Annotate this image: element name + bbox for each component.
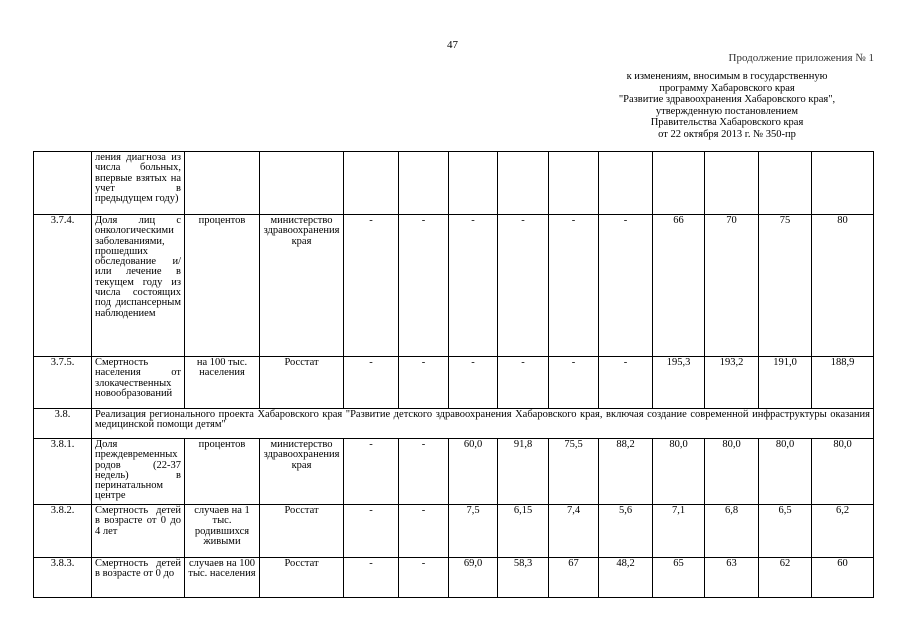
value-cell: 6,8 — [705, 505, 759, 558]
table-row — [34, 215, 874, 357]
value-cell: 63 — [705, 558, 759, 598]
value-cell: 91,8 — [498, 439, 549, 505]
source-cell: Росстат — [260, 505, 344, 558]
value-cell: 75,5 — [549, 439, 599, 505]
value-cell: 69,0 — [449, 558, 498, 598]
value-cell: 5,6 — [599, 505, 653, 558]
value-cell: 80,0 — [653, 439, 705, 505]
table-row — [34, 152, 874, 215]
row-number: 3.8.2. — [34, 505, 92, 558]
header-line: Правительства Хабаровского края — [650, 117, 804, 129]
indicator-name: ления диагноза из числа больных, впервые взятых на учет в предыдущем году) — [92, 152, 185, 215]
value-cell — [344, 152, 399, 215]
section-row — [34, 409, 874, 439]
indicator-name: Доля лиц с онкологическими заболеваниями, прошедших обследование и/или лечение в текущем году из числа состоящих под диспансерным наблюдением — [92, 215, 185, 357]
value-cell: 195,3 — [653, 357, 705, 409]
value-cell: - — [449, 357, 498, 409]
source-cell: Росстат — [260, 558, 344, 598]
value-cell: - — [498, 215, 549, 357]
value-cell: - — [599, 357, 653, 409]
table-row — [34, 439, 874, 505]
value-cell: 193,2 — [705, 357, 759, 409]
value-cell: - — [399, 215, 449, 357]
value-cell — [653, 152, 705, 215]
value-cell: 60 — [812, 558, 874, 598]
value-cell: 88,2 — [599, 439, 653, 505]
source-cell: министерство здравоохранения края — [260, 215, 344, 357]
table-row — [34, 505, 874, 558]
source-cell — [260, 152, 344, 215]
value-cell — [449, 152, 498, 215]
value-cell: - — [344, 558, 399, 598]
indicator-name: Смертность детей в возрасте от 0 до — [92, 558, 185, 598]
value-cell: - — [399, 439, 449, 505]
source-cell: Росстат — [260, 357, 344, 409]
value-cell: - — [399, 505, 449, 558]
value-cell: - — [399, 357, 449, 409]
unit-cell: процентов — [185, 215, 260, 357]
section-title: Реализация регионального проекта Хабаровского края "Развитие детского здравоохранения Хабаровского края, включая создание современной инфраструктуры оказания медицинской помощи детям" — [92, 409, 874, 439]
value-cell: 65 — [653, 558, 705, 598]
page-number: 47 — [447, 39, 458, 51]
value-cell: - — [344, 505, 399, 558]
value-cell: 6,5 — [759, 505, 812, 558]
header-line: программу Хабаровского края — [659, 82, 795, 94]
value-cell: 188,9 — [812, 357, 874, 409]
value-cell: - — [344, 439, 399, 505]
value-cell: - — [449, 215, 498, 357]
value-cell: 80 — [812, 215, 874, 357]
row-number: 3.8. — [34, 409, 92, 439]
unit-cell: случаев на 100 тыс. населения — [185, 558, 260, 598]
indicator-name: Доля преждевременных родов (22-37 недель) в перинатальном центре — [92, 439, 185, 505]
row-number: 3.7.5. — [34, 357, 92, 409]
indicators-table — [33, 151, 874, 598]
header-line: от 22 октября 2013 г. № 350-пр — [658, 128, 796, 140]
value-cell: 75 — [759, 215, 812, 357]
continuation-label: Продолжение приложения № 1 — [728, 52, 874, 64]
value-cell: 7,4 — [549, 505, 599, 558]
value-cell: 58,3 — [498, 558, 549, 598]
value-cell: 70 — [705, 215, 759, 357]
unit-cell: на 100 тыс. населения — [185, 357, 260, 409]
row-number: 3.8.1. — [34, 439, 92, 505]
value-cell: 6,15 — [498, 505, 549, 558]
value-cell: 67 — [549, 558, 599, 598]
value-cell: 60,0 — [449, 439, 498, 505]
value-cell: 7,5 — [449, 505, 498, 558]
value-cell — [498, 152, 549, 215]
value-cell: - — [344, 215, 399, 357]
row-number: 3.8.3. — [34, 558, 92, 598]
row-number: 3.7.4. — [34, 215, 92, 357]
value-cell — [399, 152, 449, 215]
value-cell: - — [344, 357, 399, 409]
value-cell — [549, 152, 599, 215]
value-cell: 48,2 — [599, 558, 653, 598]
header-line: утвержденную постановлением — [655, 105, 799, 117]
header-line: "Развитие здравоохранения Хабаровского края", — [618, 94, 836, 106]
value-cell: 80,0 — [705, 439, 759, 505]
value-cell — [705, 152, 759, 215]
value-cell — [812, 152, 874, 215]
value-cell: - — [549, 215, 599, 357]
indicator-name: Смертность детей в возрасте от 0 до 4 лет — [92, 505, 185, 558]
value-cell — [599, 152, 653, 215]
value-cell: 6,2 — [812, 505, 874, 558]
document-header — [577, 71, 877, 141]
table-row — [34, 357, 874, 409]
value-cell: 62 — [759, 558, 812, 598]
value-cell: - — [549, 357, 599, 409]
value-cell: 7,1 — [653, 505, 705, 558]
unit-cell: случаев на 1 тыс. родившихся живыми — [185, 505, 260, 558]
header-line: к изменениям, вносимым в государственную — [626, 71, 828, 82]
value-cell: - — [498, 357, 549, 409]
value-cell: 191,0 — [759, 357, 812, 409]
value-cell: - — [399, 558, 449, 598]
value-cell — [759, 152, 812, 215]
value-cell: 66 — [653, 215, 705, 357]
indicator-name: Смертность населения от злокачественных новообразований — [92, 357, 185, 409]
table-row — [34, 558, 874, 598]
value-cell: 80,0 — [812, 439, 874, 505]
value-cell: 80,0 — [759, 439, 812, 505]
row-number — [34, 152, 92, 215]
value-cell: - — [599, 215, 653, 357]
source-cell: министерство здравоохранения края — [260, 439, 344, 505]
unit-cell: процентов — [185, 439, 260, 505]
unit-cell — [185, 152, 260, 215]
